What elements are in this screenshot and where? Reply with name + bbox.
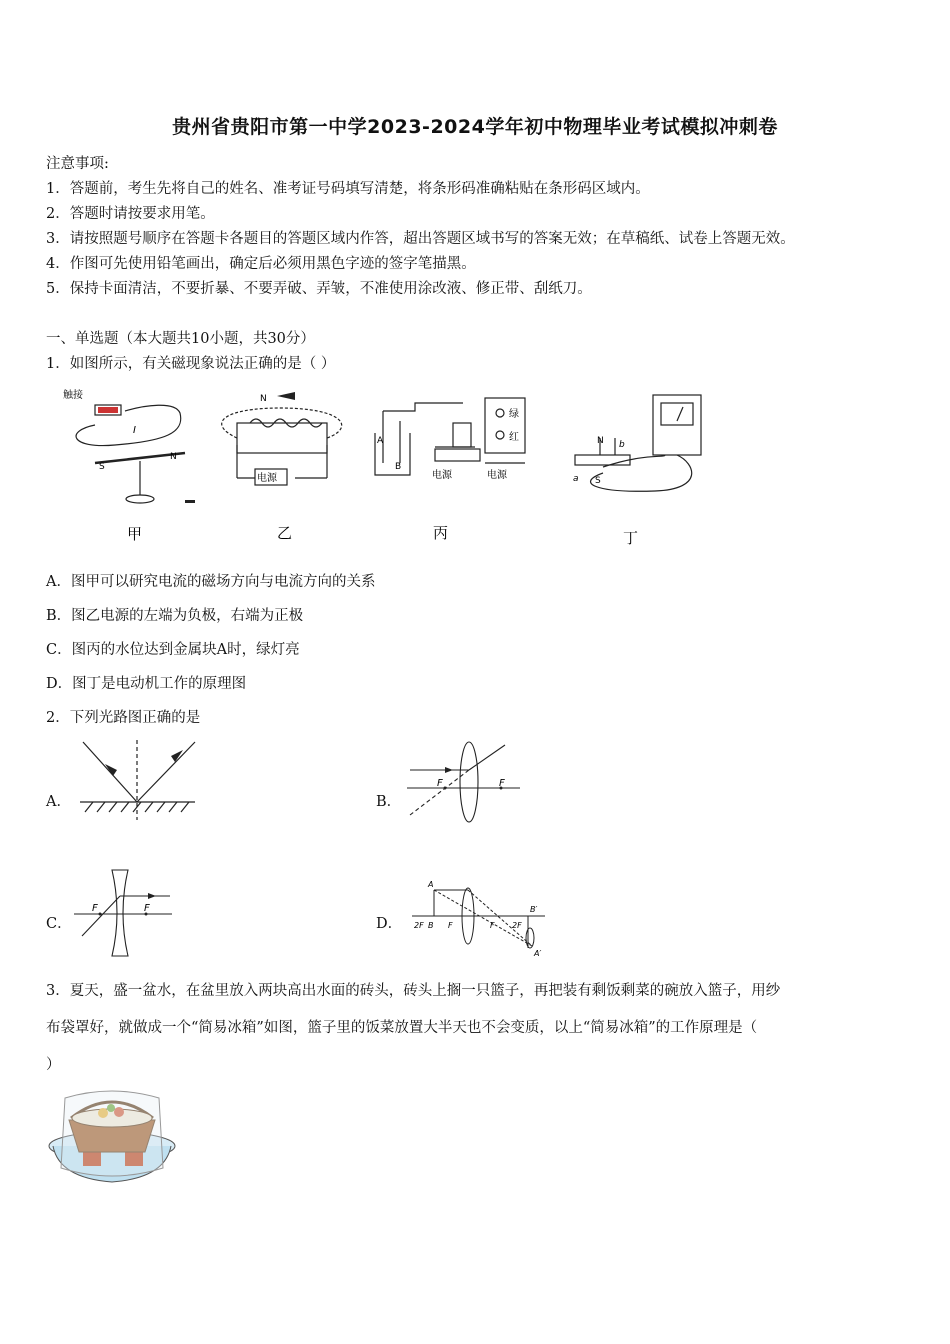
label-bing-a: A [377,436,384,446]
notice-heading: 注意事项: [46,156,109,172]
label-ding-b: b [619,440,625,450]
label-ding-a: a [573,474,579,484]
label-yi-power: 电源 [257,473,277,484]
q2-option-a: A． [46,794,71,810]
simple-fridge-illustration [45,1088,180,1188]
notice-item-1: 1．答题前，考生先将自己的姓名、准考证号码填写清楚，将条形码准确粘贴在条形码区域内。 [46,181,650,197]
d-label-f-right: F [490,921,495,930]
d-label-a: A [428,880,434,889]
label-current: I [133,425,136,436]
b-focal-left: F [437,778,443,789]
question-3-line-3: ） [46,1057,61,1073]
question-3-line-1: 3．夏天，盛一盆水，在盆里放入两块高出水面的砖头，砖头上搁一只篮子，再把装有剩饭剩菜的碗放入篮子，用纱 [46,983,781,999]
question-2-stem: 2．下列光路图正确的是 [46,710,201,726]
page-title: 贵州省贵阳市第一中学2023-2024学年初中物理毕业考试模拟冲刺卷 [172,116,778,138]
label-bing: 丙 [433,524,449,542]
c-focal-right: F [144,903,150,914]
q1-option-c: C．图丙的水位达到金属块A时，绿灯亮 [46,642,300,658]
label-ding-n: N [597,436,604,446]
label-red: 红 [509,432,519,443]
d-label-2f-left: 2F [414,921,424,930]
label-ding: 丁 [623,529,639,547]
question-1-stem: 1．如图所示，有关磁现象说法正确的是（ ） [46,356,336,372]
c-focal-left: F [92,903,98,914]
label-bing-power-2: 电源 [487,470,507,481]
q2-option-b: B． [376,794,402,810]
label-yi: 乙 [277,524,293,542]
notice-item-5: 5．保持卡面清洁，不要折暴、不要弄破、弄皱，不准使用涂改液、修正带、刮纸刀。 [46,281,592,297]
notice-item-3: 3．请按照题号顺序在答题卡各题目的答题区域内作答，超出答题区域书写的答案无效；在草稿纸、试卷上答题无效。 [46,231,795,247]
section-heading: 一、单选题（本大题共10小题，共30分） [46,331,315,347]
q2-option-c: C． [46,916,72,932]
d-label-b-prime: B′ [530,905,538,914]
notice-item-4: 4．作图可先使用铅笔画出，确定后必须用黑色字迹的签字笔描黑。 [46,256,476,272]
b-focal-right: F [499,778,505,789]
label-bing-power-1: 电源 [432,470,452,481]
label-ding-s: S [595,476,601,486]
d-label-a-prime: A′ [534,949,542,958]
q2-option-d: D． [376,916,403,932]
label-jia-n: N [170,452,177,462]
d-label-2f-right: 2F [512,921,522,930]
q1-option-b: B．图乙电源的左端为负极，右端为正极 [46,608,304,624]
q2-figure-c [72,868,177,958]
notice-item-2: 2．答题时请按要求用笔。 [46,206,215,222]
compass-needle-icon [277,392,295,400]
label-yi-n: N [260,394,267,404]
d-label-b: B [428,921,434,930]
q1-figure [55,383,725,553]
label-green: 绿 [509,409,519,420]
d-label-f-left: F [448,921,453,930]
label-jia: 甲 [127,525,143,543]
question-3-line-2: 布袋罩好，就做成一个“简易冰箱”如图，篮子里的饭菜放置大半天也不会变质，以上“简易冰箱”的工作原理是（ [46,1020,758,1036]
q1-option-a: A．图甲可以研究电流的磁场方向与电流方向的关系 [46,574,376,590]
label-touch: 触接 [63,390,83,401]
q2-figure-b [405,740,525,825]
q2-figure-a [75,740,200,825]
label-jia-s: S [99,462,105,472]
q1-option-d: D．图丁是电动机工作的原理图 [46,676,247,692]
label-bing-b: B [395,462,402,472]
q2-figure-d [410,876,550,958]
